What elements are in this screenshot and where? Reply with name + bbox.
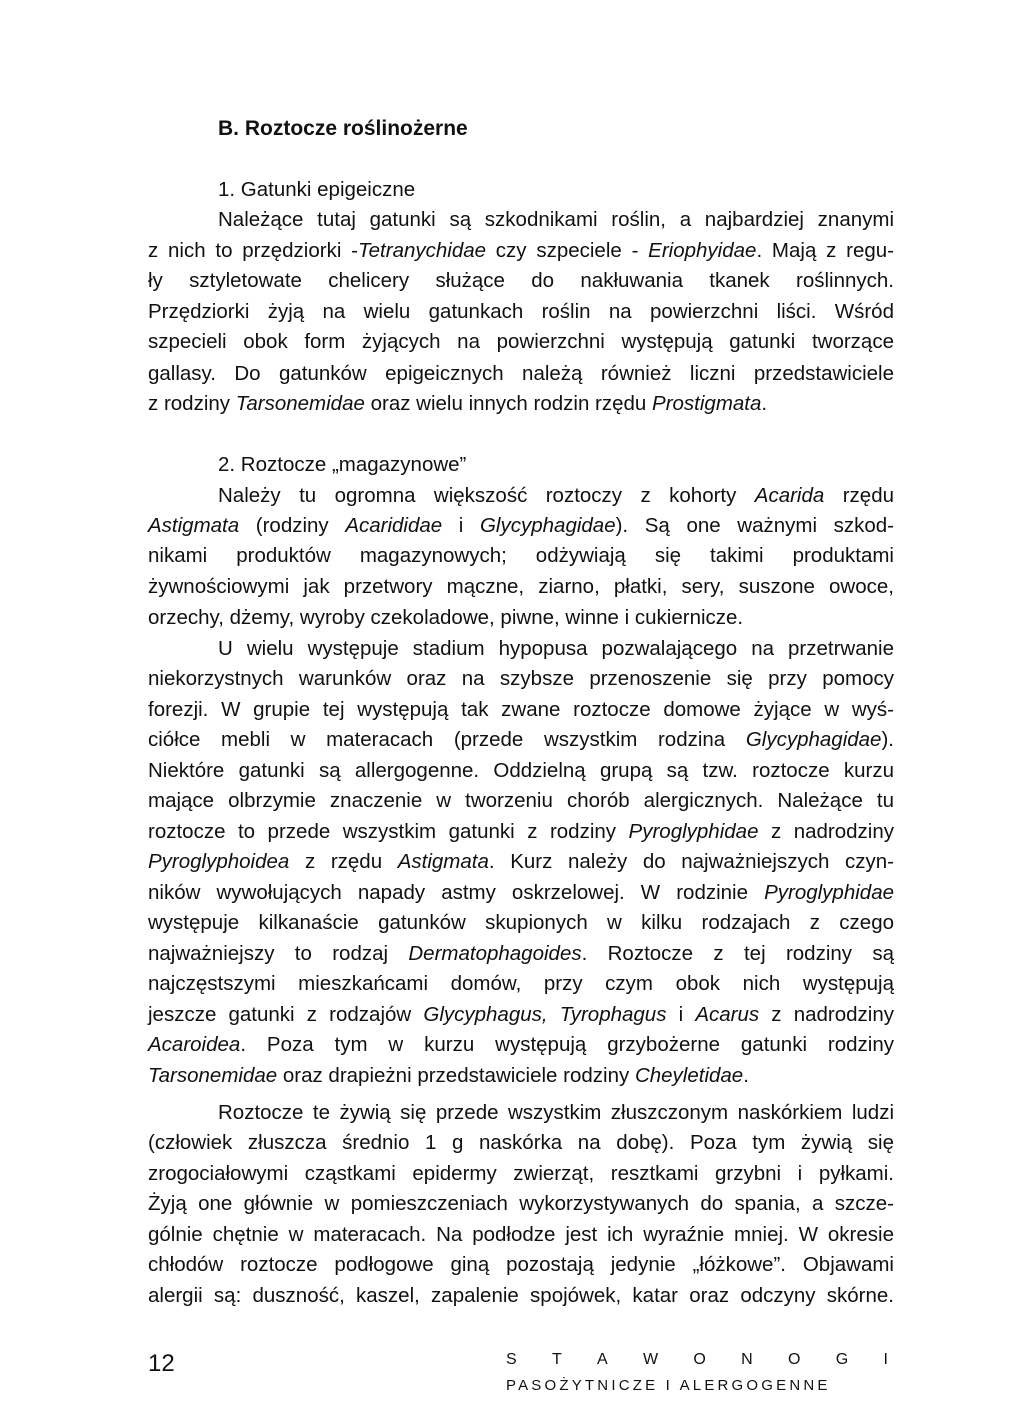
text-line [148,696,894,724]
text-line [218,206,894,234]
text-run: Przędziorki żyją na wielu gatunkach roślin na powierzchni liści. Wśród [148,300,894,323]
text-run: alergii są: duszność, kaszel, zapalenie spojówek, katar oraz odczyny skórne. [148,1284,894,1307]
text-run: gallasy. Do gatunków epigeicznych należą również liczni przedstawiciele [148,362,894,385]
text-line [218,1099,894,1127]
running-title-letter: S [506,1351,517,1368]
text-line [148,390,767,418]
text-run: chłodów roztocze podłogowe giną pozostają jedynie „łóżkowe”. Objawami [148,1253,894,1276]
text-run: ciółce mebli w materacach (przede wszystkim rodzina [148,728,746,751]
text-run: Żyją one głównie w pomieszczeniach wykorzystywanych do spania, a szcze- [148,1192,894,1215]
italic-term: Tetranychidae [358,239,487,262]
text-run: roztocze to przede wszystkim gatunki z rodziny [148,820,629,843]
text-run: Należące tutaj gatunki są szkodnikami roślin, a najbardziej znanymi [218,208,894,231]
italic-term: Glycyphagus, Tyrophagus [423,1003,667,1026]
text-line [148,970,894,998]
text-line [148,1129,894,1157]
italic-term: Acarida [754,484,825,507]
running-title-letter: T [551,1351,562,1368]
text-run: . Roztocze z tej rodziny są [581,942,894,965]
text-run: czy szpeciele - [486,239,649,262]
text-line [148,1251,894,1279]
text-line [148,1160,894,1188]
text-run: i [666,1003,696,1026]
italic-term: Cheyletidae [634,1064,744,1087]
running-title [506,1351,888,1369]
text-run: mające olbrzymie znaczenie w tworzeniu chorób alergicznych. Należące tu [148,789,894,812]
italic-term: Astigmata [397,850,489,873]
text-run: z nich to przędziorki - [148,239,358,262]
text-line [148,1001,894,1029]
text-line [148,940,894,968]
text-run: (człowiek złuszcza średnio 1 g naskórka na dobę). Poza tym żywią się [148,1131,894,1154]
italic-term: Glycyphagidae [745,728,882,751]
text-line [148,879,894,907]
text-run: i [442,514,480,537]
text-run: najważniejszy to rodzaj [148,942,409,965]
running-title-letter: N [741,1351,753,1368]
text-run: 2. Roztocze „magazynowe” [218,453,467,476]
text-line [218,176,415,204]
italic-term: Prostigmata [652,392,762,415]
running-title-letter: W [643,1351,659,1368]
italic-term: Tarsonemidae [235,392,365,415]
running-title-letter: G [835,1351,849,1368]
text-run: zrogociałowymi cząstkami epidermy zwierząt, resztkami grzybni i pyłkami. [148,1162,894,1185]
text-line [148,665,894,693]
italic-term: Acarus [695,1003,760,1026]
text-run: . Kurz należy do najważniejszych czyn- [488,850,894,873]
italic-term: Astigmata [148,514,240,537]
text-run: gólnie chętnie w materacach. Na podłodze jest ich wyraźnie mniej. W okresie [148,1223,894,1246]
text-run: . [761,392,768,415]
text-run: szpecieli obok form żyjących na powierzchni występują gatunki tworzące [148,330,894,353]
text-run: Niektóre gatunki są allergogenne. Oddzielną grupą są tzw. roztocze kurzu [148,759,894,782]
text-run: oraz drapieżni przedstawiciele rodziny [277,1064,635,1087]
text-run: jeszcze gatunki z rodzajów [148,1003,424,1026]
text-run: występuje kilkanaście gatunków skupionych w kilku rodzajach z czego [148,911,894,934]
text-run: z rzędu [289,850,398,873]
text-line [148,237,894,265]
text-line [148,298,894,326]
italic-term: Eriophyidae [648,239,757,262]
text-line [148,1221,894,1249]
text-run: . Poza tym w kurzu występują grzybożerne gatunki rodziny [240,1033,894,1056]
text-line [148,787,894,815]
text-run: ). Są one ważnymi szkod- [615,514,894,537]
text-run: forezji. W grupie tej występują tak zwane roztocze domowe żyjące w wyś- [148,698,894,721]
text-run: (rodziny [239,514,346,537]
text-line [218,482,894,510]
text-run: z rodziny [148,392,236,415]
text-run: rzędu [824,484,894,507]
text-line [148,1062,749,1090]
text-run: niekorzystnych warunków oraz na szybsze przenoszenie się przy pomocy [148,667,894,690]
text-run: . Mają z regu- [756,239,894,262]
text-line [148,512,894,540]
page-number: 12 [148,1350,175,1377]
text-run: ). [881,728,894,751]
text-line [148,1190,894,1218]
text-line [218,451,466,479]
text-line [218,635,894,663]
text-line [148,848,894,876]
italic-term: Pyroglyphoidea [148,850,290,873]
text-run: żywnościowymi jak przetwory mączne, ziarno, płatki, sery, suszone owoce, [148,575,894,598]
text-run: Należy tu ogromna większość roztoczy z kohorty [218,484,755,507]
text-line [148,909,894,937]
text-line [148,818,894,846]
italic-term: Acaroidea [148,1033,241,1056]
text-run: Roztocze te żywią się przede wszystkim złuszczonym naskórkiem ludzi [218,1101,894,1124]
text-line [148,604,743,632]
text-run: najczęstszymi mieszkańcami domów, przy czym obok nich występują [148,972,894,995]
text-run: orzechy, dżemy, wyroby czekoladowe, piwne, winne i cukiernicze. [148,606,744,629]
text-run: nikami produktów magazynowych; odżywiają się takimi produktami [148,544,894,567]
italic-term: Tarsonemidae [148,1064,278,1087]
text-line [148,726,894,754]
italic-term: Pyroglyphidae [764,881,894,904]
text-line [148,757,894,785]
text-line [148,267,894,295]
text-line [148,1282,894,1310]
running-title-letter: O [693,1351,706,1368]
text-line [148,360,894,388]
text-line [148,328,894,356]
italic-term: Pyroglyphidae [628,820,759,843]
text-run: z nadrodziny [759,1003,894,1026]
running-title-letter: A [597,1351,608,1368]
text-run: 1. Gatunki epigeiczne [218,178,416,201]
running-title-letter: O [788,1351,801,1368]
running-subtitle: PASOŻYTNICZE I ALERGOGENNE [506,1377,831,1394]
text-line [148,542,894,570]
text-run: z nadrodziny [758,820,894,843]
section-heading: B. Roztocze roślinożerne [218,117,468,140]
text-run: oraz wielu innych rodzin rzędu [364,392,653,415]
italic-term: Dermatophagoides [408,942,582,965]
italic-term: Glycyphagidae [479,514,616,537]
text-line [148,573,894,601]
text-line [148,1031,894,1059]
text-run: U wielu występuje stadium hypopusa pozwalającego na przetrwanie [218,637,894,660]
running-title-letter: I [883,1351,888,1368]
text-run: ników wywołujących napady astmy oskrzelowej. W rodzinie [148,881,765,904]
italic-term: Acarididae [345,514,443,537]
text-run: . [743,1064,749,1087]
text-run: ły sztyletowate chelicery służące do nakłuwania tkanek roślinnych. [148,269,894,292]
